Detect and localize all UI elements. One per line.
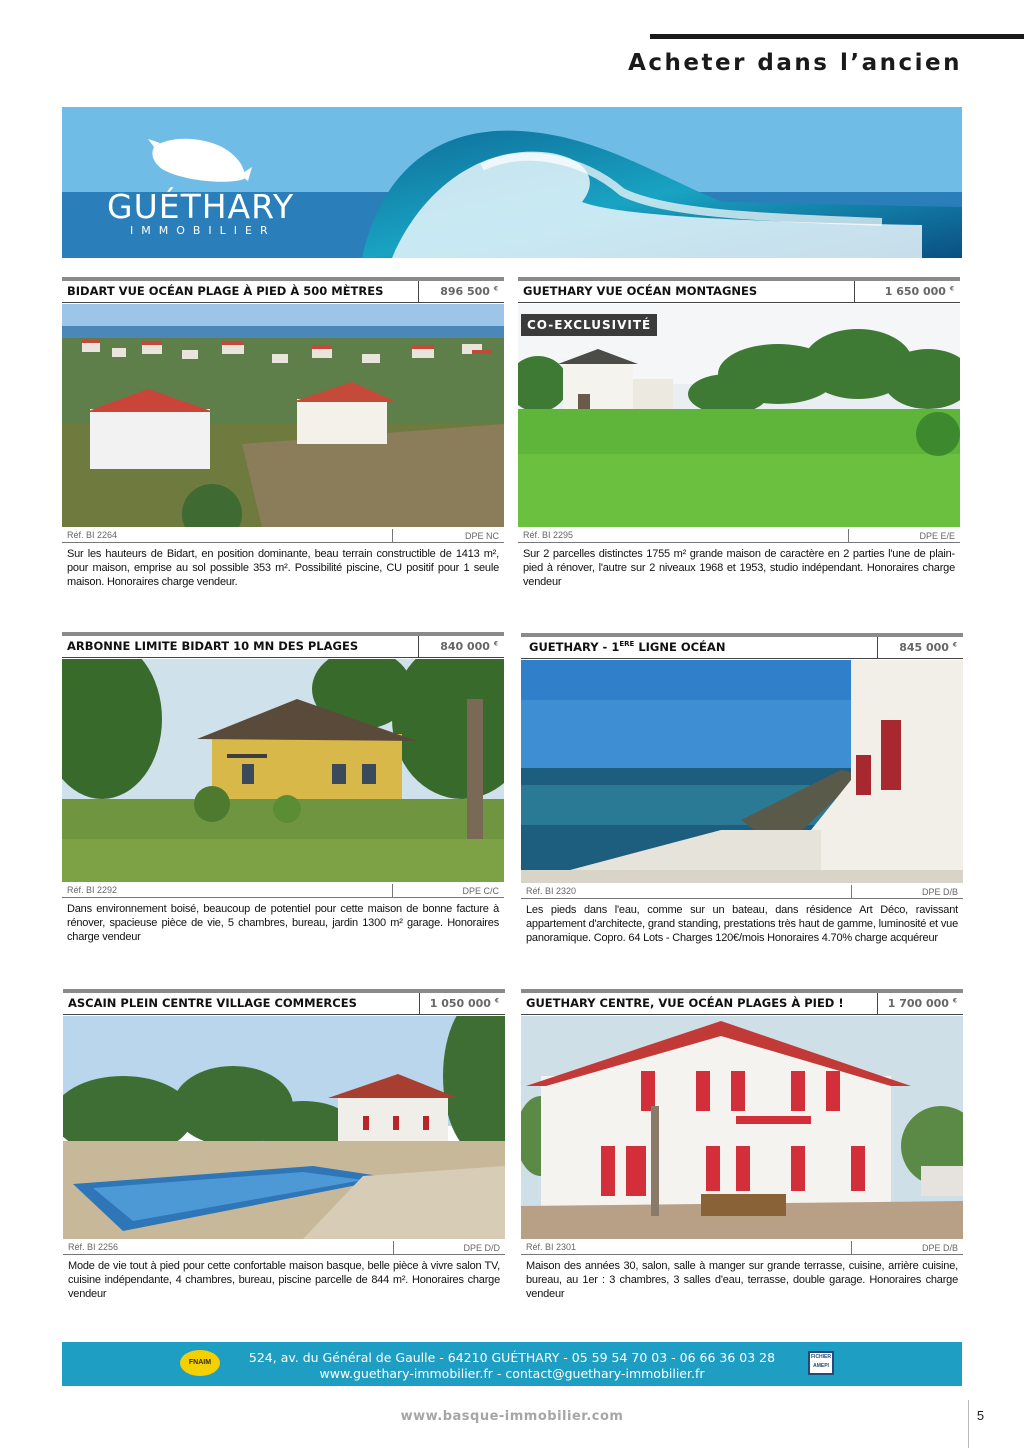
listing-dpe: DPE NC <box>464 531 499 541</box>
listing-price: 1 700 000 € <box>887 997 957 1010</box>
listing-header <box>518 281 960 302</box>
agency-address: 524, av. du Général de Gaulle - 64210 GUÉTHARY - 05 59 54 70 03 - 06 66 36 03 28 <box>248 1350 776 1365</box>
listing-dpe: DPE C/C <box>462 886 499 896</box>
fnaim-logo: FNAIM <box>180 1350 220 1376</box>
listing-header <box>63 993 505 1014</box>
listing-description: Les pieds dans l'eau, comme sur un bateau, dans résidence Art Déco, ravissant appartement d'architecte, grand standing, prestations très haut de gamme, luminosité et vue panoramique. Copro. 64 Lots - Charges 120€/mois Honoraires 4.70% charge acquéreur <box>526 904 958 944</box>
listing-header <box>62 636 504 657</box>
listing-ref-row <box>62 884 504 898</box>
listing-ref-row <box>62 529 504 543</box>
listing-description: Sur 2 parcelles distinctes 1755 m² grande maison de caractère en 2 parties l'une de plain-pied à rénover, l'autre sur 2 niveaux 1968 et 1953, studio indépendant. Honoraires charge vendeur <box>523 548 955 588</box>
listing-dpe: DPE E/E <box>919 531 955 541</box>
listing-header <box>521 993 963 1014</box>
listing-photo[interactable] <box>62 304 504 527</box>
listing-description: Dans environnement boisé, beaucoup de potentiel pour cette maison de bonne facture à rénover, spacieuse pièce de vie, 5 chambres, bureau, jardin 1300 m² garage. Honoraires charge vendeur <box>67 903 499 943</box>
listing-ref: Réf. BI 2292 <box>67 885 118 895</box>
page-title: Acheter dans l’ancien <box>628 50 962 76</box>
agency-banner <box>62 107 962 258</box>
listing-ref: Réf. BI 2256 <box>68 1242 119 1252</box>
listing-ref: Réf. BI 2301 <box>526 1242 577 1252</box>
listing-dpe: DPE D/B <box>921 887 958 897</box>
agency-web-contact[interactable]: www.guethary-immobilier.fr - contact@guethary-immobilier.fr <box>319 1366 705 1381</box>
page-number: 5 <box>968 1400 992 1448</box>
listing-title: BIDART VUE OCÉAN PLAGE À PIED À 500 MÈTRES <box>67 284 384 298</box>
listing-price: 896 500 € <box>440 285 498 298</box>
listing-price: 845 000 € <box>899 641 957 654</box>
brand-name: GUÉTHARY <box>107 187 295 226</box>
listing-ref-row <box>521 1241 963 1255</box>
listing-description: Sur les hauteurs de Bidart, en position dominante, beau terrain constructible de 1413 m², pour maison, emprise au sol possible 353 m². Possibilité piscine, CU positif pour 1 seule maison. Honoraires charge vendeur. <box>67 548 499 588</box>
listing-dpe: DPE D/B <box>921 1243 958 1253</box>
listing-header <box>521 637 963 658</box>
brand-subtitle: IMMOBILIER <box>130 224 276 237</box>
listing-photo[interactable] <box>62 659 504 882</box>
listing-ref-row <box>63 1241 505 1255</box>
listing-dpe: DPE D/D <box>463 1243 500 1253</box>
listing-ref-row <box>521 885 963 899</box>
site-url-link[interactable]: www.basque-immobilier.com <box>400 1409 624 1424</box>
listing-title: GUETHARY VUE OCÉAN MONTAGNES <box>523 284 758 298</box>
listing-price: 1 650 000 € <box>884 285 954 298</box>
listing-title: ARBONNE LIMITE BIDART 10 MN DES PLAGES <box>67 639 359 653</box>
listing-photo[interactable] <box>521 1016 963 1239</box>
listing-title: ASCAIN PLEIN CENTRE VILLAGE COMMERCES <box>68 996 357 1010</box>
listing-title: GUETHARY CENTRE, VUE OCÉAN PLAGES À PIED ! <box>526 996 844 1010</box>
listing-price: 840 000 € <box>440 640 498 653</box>
agency-contact-bar <box>62 1342 962 1386</box>
listing-ref: Réf. BI 2295 <box>523 530 574 540</box>
listing-photo[interactable] <box>521 660 963 883</box>
listing-photo[interactable] <box>63 1016 505 1239</box>
listing-ref-row <box>518 529 960 543</box>
amepi-badge: FICHIER AMEPI <box>808 1351 834 1375</box>
listing-ref: Réf. BI 2320 <box>526 886 577 896</box>
listing-title: GUETHARY - 1ERE LIGNE OCÉAN <box>529 640 726 654</box>
listing-description: Maison des années 30, salon, salle à manger sur grande terrasse, cuisine, arrière cuisine, bureau, au 1er : 3 chambres, 3 salles d'eau, terrasse, double garage. Honoraires charge vendeur <box>526 1260 958 1300</box>
header-rule <box>650 34 1024 39</box>
listing-description: Mode de vie tout à pied pour cette confortable maison basque, belle pièce à vivre salon TV, cuisine indépendante, 4 chambres, bureau, piscine parcelle de 844 m². Honoraires charge vendeur <box>68 1260 500 1300</box>
listing-photo[interactable] <box>518 304 960 527</box>
listing-ref: Réf. BI 2264 <box>67 530 118 540</box>
co-exclusivity-badge: CO-EXCLUSIVITÉ <box>521 314 657 336</box>
listing-price: 1 050 000 € <box>429 997 499 1010</box>
listing-header <box>62 281 504 302</box>
